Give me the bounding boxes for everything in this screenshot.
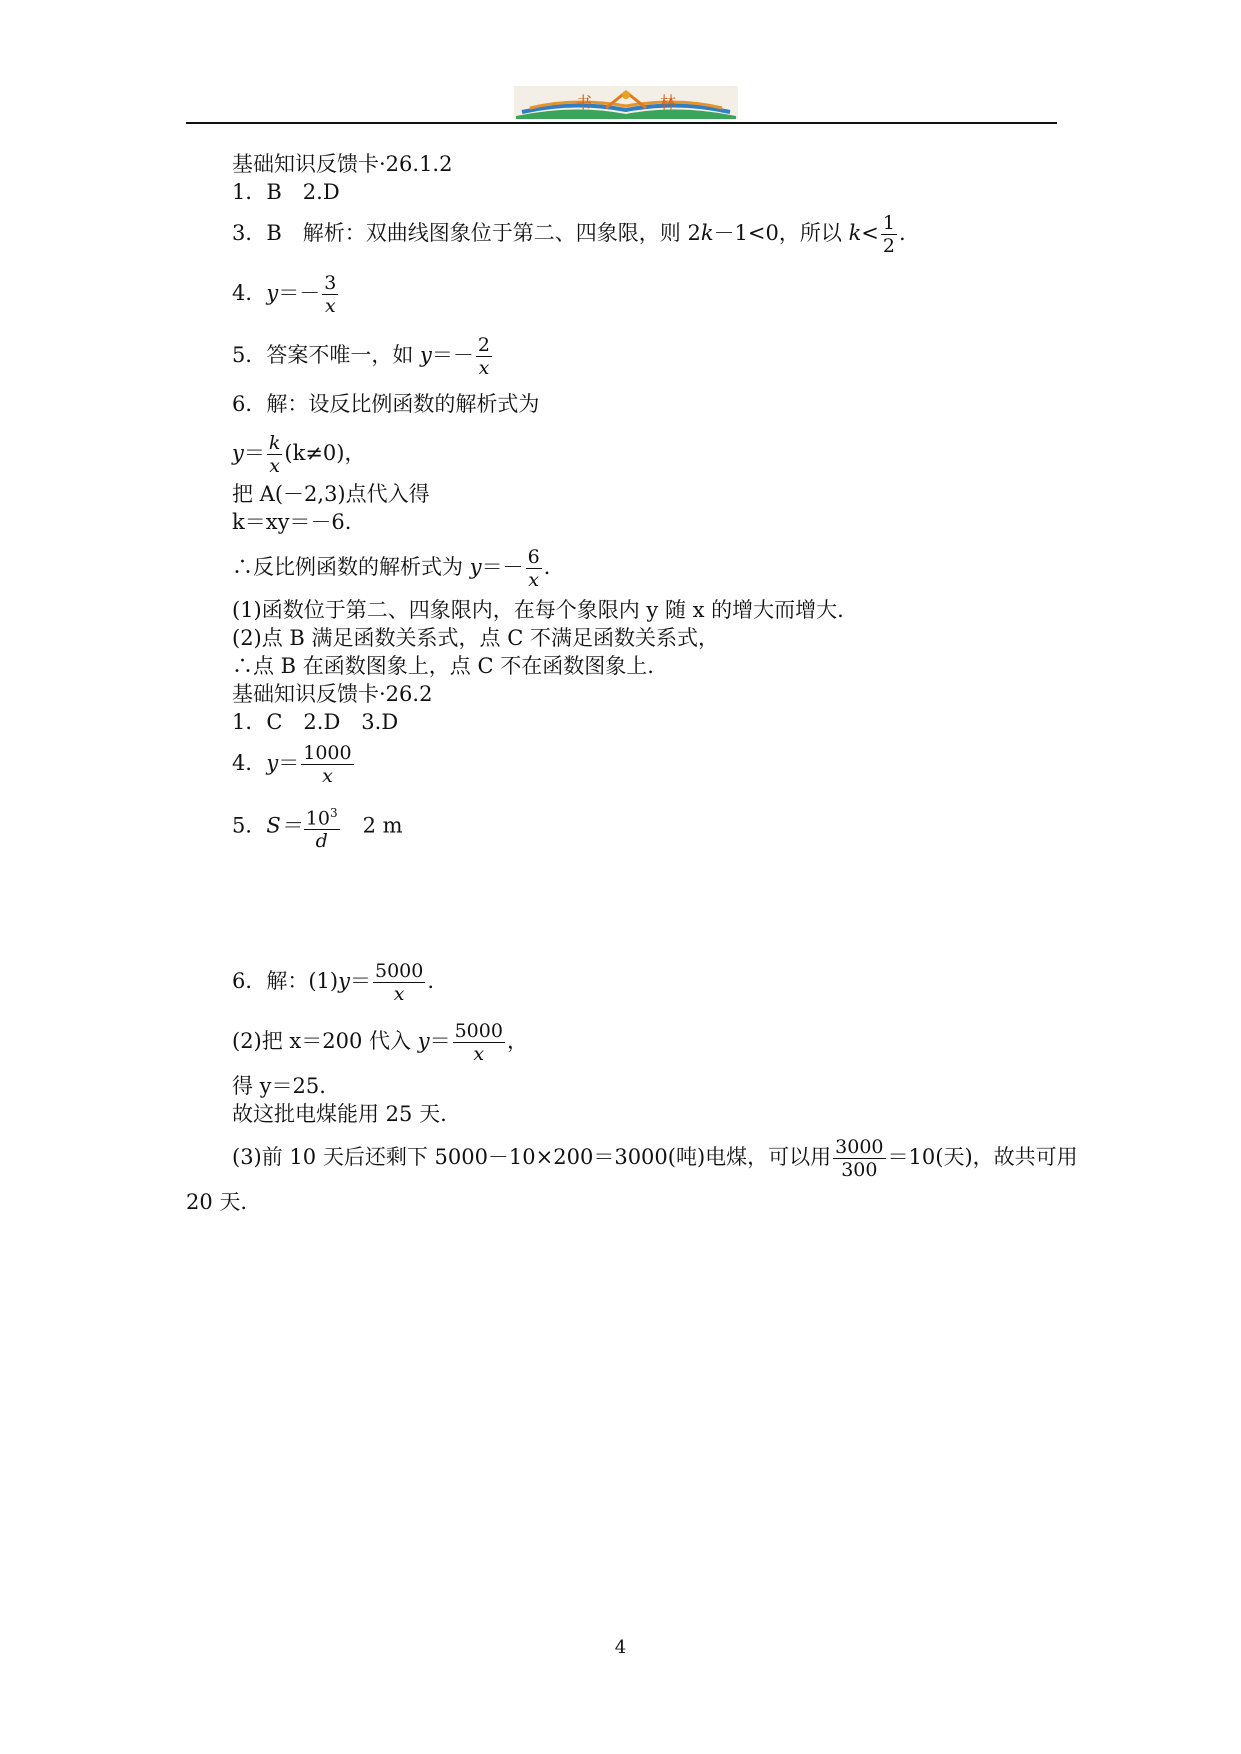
answer-line-5: 5．S＝ $\frac{10^3}{d}$ 2 m xyxy=(232,802,403,852)
section-title: 基础知识反馈卡·26.1.2 xyxy=(232,152,453,176)
fraction: $\frac{10^3}{d}$ xyxy=(305,806,338,853)
fraction: $\frac{1}{2}$ xyxy=(882,212,895,257)
fraction: $\frac{5000}{x}$ xyxy=(454,1020,503,1065)
answer-line-8: 得 y＝25. xyxy=(232,1074,326,1098)
answer-line-1: 1．C 2.D 3.D xyxy=(232,710,399,734)
section-title: 基础知识反馈卡·26.2 xyxy=(232,682,433,706)
answer-line-7: y＝ $\frac{k}{x}$ (k≠0)， xyxy=(232,432,366,477)
answer-line-3: 3．B 解析：双曲线图象位于第二、四象限，则 2k－1<0，所以 k< $\frac{1}{2}$ . xyxy=(232,212,906,257)
fraction: $\frac{5000}{x}$ xyxy=(374,960,424,1005)
answer-line-9: k＝xy＝－6. xyxy=(232,510,352,534)
header-rule xyxy=(186,122,1057,124)
answer-line-6: 6．解：(1)y＝ $\frac{5000}{x}$ . xyxy=(232,960,435,1005)
page-number: 4 xyxy=(614,1637,627,1658)
answer-line-9: 故这批电煤能用 25 天. xyxy=(232,1102,447,1126)
answer-line-11: (1)函数位于第二、四象限内，在每个象限内 y 随 x 的增大而增大. xyxy=(232,598,844,622)
answer-line-13: ∴点 B 在函数图象上，点 C 不在函数图象上. xyxy=(232,654,654,678)
answer-line-6: 6．解：设反比例函数的解析式为 xyxy=(232,392,540,416)
answer-line-7: (2)把 x＝200 代入 y＝ $\frac{5000}{x}$ ， xyxy=(232,1020,528,1065)
answer-line-11: 20 天. xyxy=(186,1190,248,1214)
fraction: $\frac{1000}{x}$ xyxy=(303,742,352,787)
answer-line-8: 把 A(－2,3)点代入得 xyxy=(232,482,430,506)
svg-text:林: 林 xyxy=(660,93,677,112)
svg-text:书: 书 xyxy=(576,93,593,112)
answer-line-10: (3)前 10 天后还剩下 5000－10×200＝3000(吨)电煤，可以用 $\frac{3000}{300}$ ＝10(天)，故共可用 xyxy=(232,1136,1078,1181)
fraction: $\frac{2}{x}$ xyxy=(477,334,491,379)
fraction: $\frac{3000}{300}$ xyxy=(835,1136,884,1181)
fraction: $\frac{6}{x}$ xyxy=(527,546,540,591)
answer-line-12: (2)点 B 满足函数关系式，点 C 不满足函数关系式， xyxy=(232,626,719,650)
fraction: $\frac{k}{x}$ xyxy=(268,432,281,477)
answer-line-10: ∴反比例函数的解析式为 y＝－ $\frac{6}{x}$ . xyxy=(232,546,551,591)
answer-line-4: 4．y＝ $\frac{1000}{x}$ xyxy=(232,742,352,787)
answer-line-5: 5．答案不唯一，如 y＝－ $\frac{2}{x}$ xyxy=(232,334,491,379)
book-logo-icon xyxy=(514,86,738,119)
answer-line-1: 1．B 2.D xyxy=(232,180,340,204)
fraction: $\frac{3}{x}$ xyxy=(324,272,337,317)
answer-line-4: 4．y＝－ $\frac{3}{x}$ xyxy=(232,272,337,317)
